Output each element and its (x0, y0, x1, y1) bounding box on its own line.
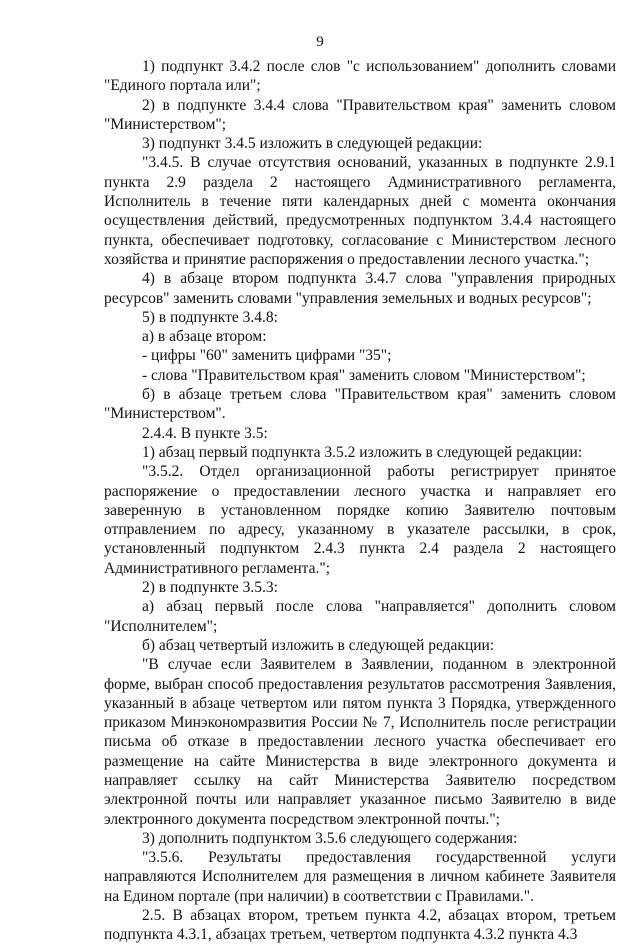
paragraph-5: 4) в абзаце втором подпункта 3.4.7 слова "управления природных ресурсов" заменить словами "управления земельных и водных ресурсов"; (104, 270, 616, 307)
paragraph-15: а) абзац первый после слова "направляется" дополнить словом "Исполнителем"; (104, 598, 616, 635)
paragraph-13: "3.5.2. Отдел организационной работы регистрирует принятое распоряжение о предоставлении лесного участка и направляет его заверенную в установленном порядке копию Заявителю почтовым отправлением по адресу, указанному в указателе рассылки, в срок, установленный подпунктом 2.4.3 пункта 2.4 раздела 2 настоящего Административного регламента."; (104, 463, 616, 577)
paragraph-4: "3.4.5. В случае отсутствия оснований, указанных в подпункте 2.9.1 пункта 2.9 раздела 2 настоящего Административного регламента, Исполнитель в течение пяти календарных дней с момента окончания осуществления действий, предусмотренных подпунктом 3.4.4 настоящего пункта, обеспечивает подготовку, согласование с Министерством лесного хозяйства и принятие распоряжения о предоставлении лесного участка."; (104, 154, 616, 268)
paragraph-10: б) в абзаце третьем слова "Правительством края" заменить словом "Министерством". (104, 386, 616, 423)
paragraph-8: - цифры "60" заменить цифрами "35"; (142, 347, 392, 365)
paragraph-16: б) абзац четвертый изложить в следующей редакции: (142, 636, 495, 654)
paragraph-14: 2) в подпункте 3.5.3: (142, 579, 278, 597)
paragraph-19: "3.5.6. Результаты предоставления государственной услуги направляются Исполнителем для размещения в личном кабинете Заявителя на Едином портале (при наличии) в соответствии с Правилами.". (104, 849, 616, 905)
paragraph-3: 3) подпункт 3.4.5 изложить в следующей редакции: (142, 135, 483, 153)
paragraph-12: 1) абзац первый подпункта 3.5.2 изложить в следующей редакции: (142, 443, 583, 461)
paragraph-7: а) в абзаце втором: (142, 328, 267, 346)
paragraph-6: 5) в подпункте 3.4.8: (142, 308, 278, 326)
paragraph-18: 3) дополнить подпунктом 3.5.6 следующего содержания: (142, 829, 518, 847)
paragraph-9: - слова "Правительством края" заменить словом "Министерством"; (142, 366, 586, 384)
page-number: 9 (316, 34, 324, 50)
paragraph-2: 2) в подпункте 3.4.4 слова "Правительством края" заменить словом "Министерством"; (104, 96, 616, 133)
paragraph-1: 1) подпункт 3.4.2 после слов "с использованием" дополнить словами "Единого портала или"; (104, 58, 616, 95)
paragraph-20: 2.5. В абзацах втором, третьем пункта 4.2, абзацах втором, третьем подпункта 4.3.1, абзацах третьем, четвертом подпункта 4.3.2 пункта 4.3 (104, 907, 616, 944)
paragraph-17: "В случае если Заявителем в Заявлении, поданном в электронной форме, выбран способ предоставления результатов рассмотрения Заявления, указанный в абзаце четвертом или пятом пункта 3 Порядка, утвержденного приказом Минэкономразвития России № 7, Исполнитель после регистрации письма об отказе в предоставлении лесного участка обеспечивает его размещение на сайте Министерства в виде электронного документа и направляет ссылку на сайт Министерства Заявителю посредством электронной почты или направляет указанное письмо Заявителю в виде электронного документа посредством электронной почты."; (104, 656, 616, 828)
paragraph-11: 2.4.4. В пункте 3.5: (142, 424, 268, 442)
document-body (104, 57, 616, 945)
